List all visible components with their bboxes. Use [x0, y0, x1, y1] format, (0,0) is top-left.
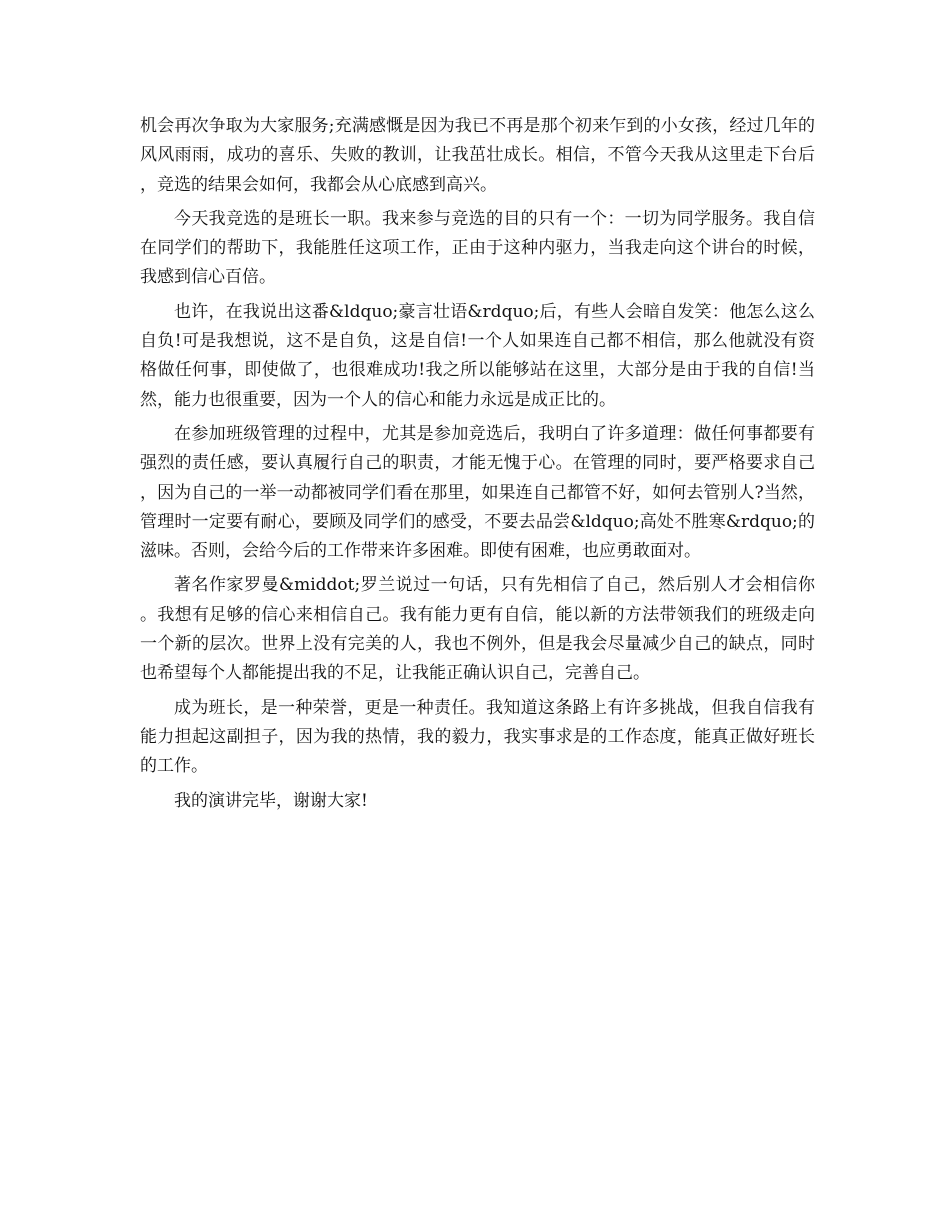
paragraph-2: 今天我竞选的是班长一职。我来参与竞选的目的只有一个：一切为同学服务。我自信在同学们的帮助下，我能胜任这项工作，正由于这种内驱力，当我走向这个讲台的时候，我感到信心百倍。 [140, 208, 815, 288]
paragraph-4: 在参加班级管理的过程中，尤其是参加竞选后，我明白了许多道理：做任何事都要有强烈的责任感，要认真履行自己的职责，才能无愧于心。在管理的同时，要严格要求自己，因为自己的一举一动都被同学们看在那里，如果连自己都管不好，如何去管别人?当然，管理时一定要有耐心，要顾及同学们的感受，不要去品尝&ldquo;高处不胜寒&rdquo;的滋味。否则，会给今后的工作带来许多困难。即使有困难，也应勇敢面对。 [140, 423, 815, 562]
paragraph-7: 我的演讲完毕，谢谢大家! [174, 790, 368, 811]
document-page [140, 112, 815, 821]
paragraph-6: 成为班长，是一种荣誉，更是一种责任。我知道这条路上有许多挑战，但我自信我有能力担起这副担子，因为我的热情，我的毅力，我实事求是的工作态度，能真正做好班长的工作。 [140, 697, 815, 777]
paragraph-3: 也许，在我说出这番&ldquo;豪言壮语&rdquo;后，有些人会暗自发笑：他怎么这么自负!可是我想说，这不是自负，这是自信!一个人如果连自己都不相信，那么他就没有资格做任何事，即使做了，也很难成功!我之所以能够站在这里，大部分是由于我的自信!当然，能力也很重要，因为一个人的信心和能力永远是成正比的。 [140, 301, 815, 410]
paragraph-5: 著名作家罗曼&middot;罗兰说过一句话，只有先相信了自己，然后别人才会相信你。我想有足够的信心来相信自己。我有能力更有自信，能以新的方法带领我们的班级走向一个新的层次。世界上没有完美的人，我也不例外，但是我会尽量减少自己的缺点，同时也希望每个人都能提出我的不足，让我能正确认识自己，完善自己。 [140, 575, 815, 684]
paragraph-1: 机会再次争取为大家服务;充满感慨是因为我已不再是那个初来乍到的小女孩，经过几年的风风雨雨，成功的喜乐、失败的教训，让我茁壮成长。相信，不管今天我从这里走下台后，竞选的结果会如何，我都会从心底感到高兴。 [140, 116, 815, 195]
